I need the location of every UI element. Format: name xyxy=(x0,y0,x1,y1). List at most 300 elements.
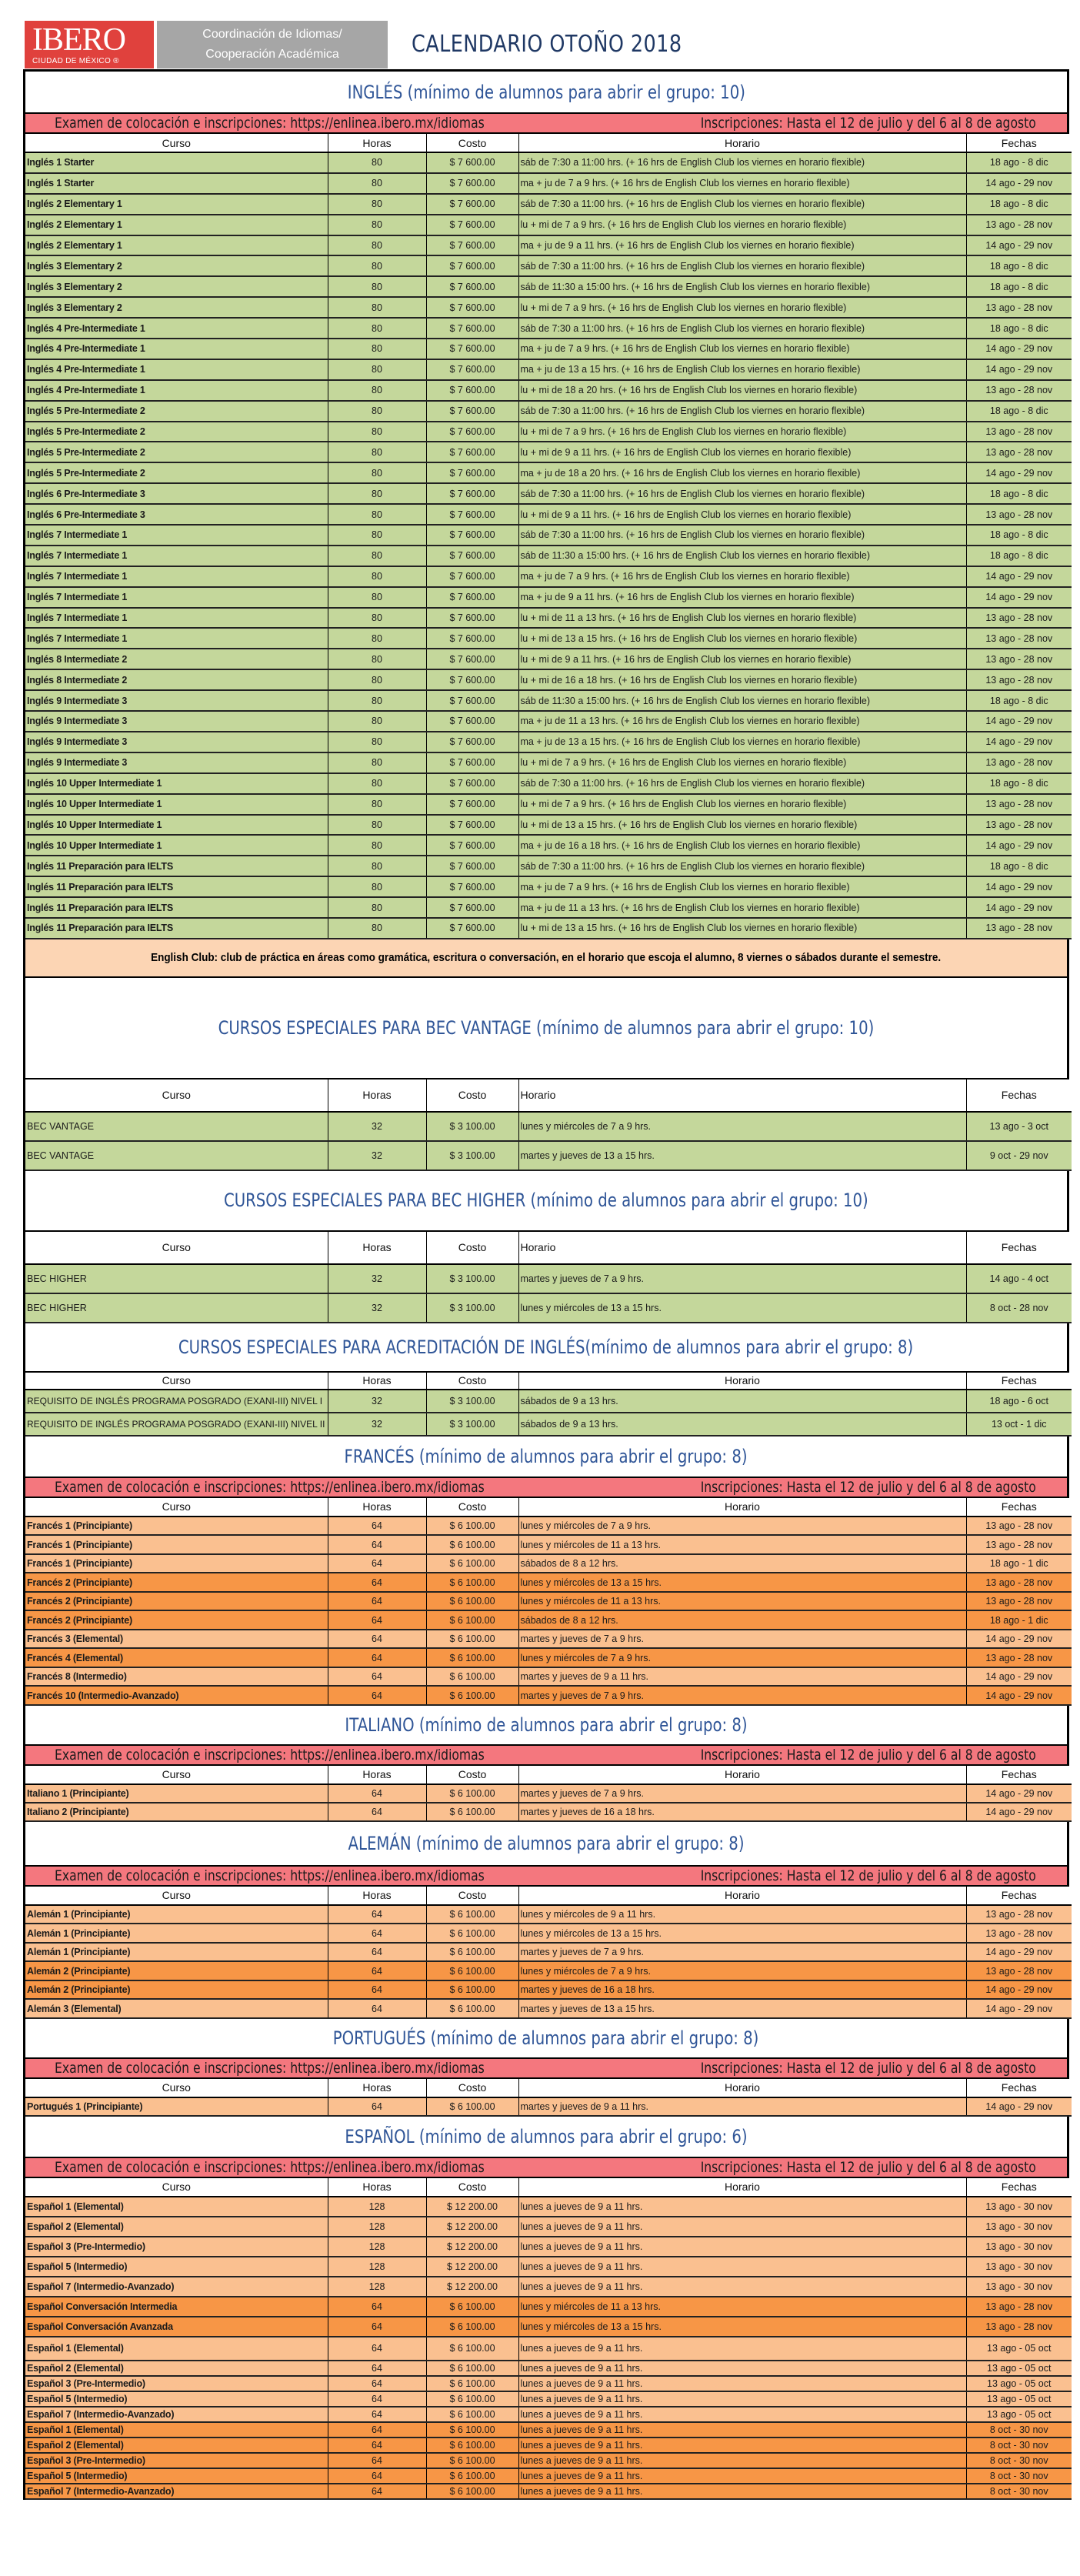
section-title-text: CURSOS ESPECIALES PARA BEC HIGHER (mínimo de alumnos para abrir el grupo: 10) xyxy=(224,1190,868,1212)
fechas-cell: 14 ago - 29 nov xyxy=(966,1686,1072,1705)
costo-cell: $ 6 100.00 xyxy=(426,1630,518,1649)
course-row xyxy=(25,235,1072,256)
fechas-cell: 14 ago - 29 nov xyxy=(966,173,1072,194)
course-row xyxy=(25,1293,1072,1323)
costo-cell: $ 7 600.00 xyxy=(426,442,518,462)
horario-cell: sáb de 7:30 a 11:00 hrs. (+ 16 hrs de English Club los viernes en horario flexible) xyxy=(518,401,966,422)
course-row xyxy=(25,1610,1072,1630)
registration-dates: Inscripciones: Hasta el 12 de julio y del 6 al 8 de agosto xyxy=(700,115,1036,132)
horario-cell: ma + ju de 16 a 18 hrs. (+ 16 hrs de English Club los viernes en horario flexible) xyxy=(518,835,966,856)
horario-cell: lunes a jueves de 9 a 11 hrs. xyxy=(518,2337,966,2361)
fechas-cell: 14 ago - 29 nov xyxy=(966,587,1072,608)
registration-banner xyxy=(25,1867,1067,1887)
horas-cell: 64 xyxy=(328,2484,426,2499)
exam-link-text[interactable]: Examen de colocación e inscripciones: https://enlinea.ibero.mx/idiomas xyxy=(55,2059,485,2077)
registration-dates: Inscripciones: Hasta el 12 de julio y del 6 al 8 de agosto xyxy=(700,1478,1036,1496)
curso-cell: Francés 2 (Principiante) xyxy=(25,1573,328,1592)
horas-cell: 64 xyxy=(328,1535,426,1554)
course-row xyxy=(25,1535,1072,1554)
column-costo-header: Costo xyxy=(426,1766,518,1784)
course-row xyxy=(25,1573,1072,1592)
horas-cell: 64 xyxy=(328,2361,426,2376)
fechas-cell: 13 ago - 28 nov xyxy=(966,504,1072,525)
fechas-cell: 18 ago - 8 dic xyxy=(966,194,1072,215)
course-row xyxy=(25,897,1072,918)
horas-cell: 80 xyxy=(328,504,426,525)
table-header-row xyxy=(25,1887,1072,1905)
course-row xyxy=(25,2317,1072,2337)
costo-cell: $ 7 600.00 xyxy=(426,276,518,297)
page-header xyxy=(25,21,388,68)
horas-cell: 80 xyxy=(328,152,426,173)
costo-cell: $ 6 100.00 xyxy=(426,2407,518,2422)
column-fechas-header: Fechas xyxy=(966,1498,1072,1517)
horas-cell: 64 xyxy=(328,1610,426,1630)
horario-cell: martes y jueves de 16 a 18 hrs. xyxy=(518,1803,966,1821)
horas-cell: 80 xyxy=(328,752,426,773)
course-row xyxy=(25,752,1072,773)
costo-cell: $ 6 100.00 xyxy=(426,1980,518,2000)
curso-cell: Español 1 (Elemental) xyxy=(25,2422,328,2438)
fechas-cell: 14 ago - 29 nov xyxy=(966,732,1072,752)
horas-cell: 64 xyxy=(328,1999,426,2018)
course-row xyxy=(25,587,1072,608)
horas-cell: 32 xyxy=(328,1112,426,1141)
horas-cell: 64 xyxy=(328,2438,426,2453)
horario-cell: ma + ju de 9 a 11 hrs. (+ 16 hrs de English Club los viernes en horario flexible) xyxy=(518,587,966,608)
horas-cell: 64 xyxy=(328,1924,426,1943)
horas-cell: 80 xyxy=(328,173,426,194)
fechas-cell: 18 ago - 8 dic xyxy=(966,856,1072,876)
curso-cell: Español 1 (Elemental) xyxy=(25,2337,328,2361)
column-fechas-header: Fechas xyxy=(966,1373,1072,1390)
horas-cell: 80 xyxy=(328,690,426,711)
costo-cell: $ 7 600.00 xyxy=(426,856,518,876)
curso-cell: Español 3 (Pre-Intermedio) xyxy=(25,2237,328,2257)
curso-cell: Inglés 11 Preparación para IELTS xyxy=(25,897,328,918)
fechas-cell: 14 ago - 29 nov xyxy=(966,235,1072,256)
costo-cell: $ 12 200.00 xyxy=(426,2197,518,2217)
fechas-cell: 18 ago - 8 dic xyxy=(966,483,1072,504)
curso-cell: Inglés 2 Elementary 1 xyxy=(25,235,328,256)
horas-cell: 128 xyxy=(328,2257,426,2277)
costo-cell: $ 7 600.00 xyxy=(426,525,518,546)
column-curso-header: Curso xyxy=(25,1373,328,1390)
fechas-cell: 13 ago - 28 nov xyxy=(966,752,1072,773)
horario-cell: lu + mi de 9 a 11 hrs. (+ 16 hrs de English Club los viernes en horario flexible) xyxy=(518,504,966,525)
curso-cell: Francés 10 (Intermedio-Avanzado) xyxy=(25,1686,328,1705)
horario-cell: martes y jueves de 7 a 9 hrs. xyxy=(518,1264,966,1293)
course-row xyxy=(25,815,1072,836)
course-row xyxy=(25,1630,1072,1649)
course-table xyxy=(25,1373,1072,1436)
course-row xyxy=(25,2407,1072,2422)
costo-cell: $ 6 100.00 xyxy=(426,2097,518,2116)
section-italiano xyxy=(25,1706,1067,1822)
fechas-cell: 18 ago - 8 dic xyxy=(966,773,1072,794)
table-header-row xyxy=(25,1079,1072,1112)
english-club-note xyxy=(25,939,1067,978)
horas-cell: 80 xyxy=(328,422,426,442)
fechas-cell: 14 ago - 29 nov xyxy=(966,1943,1072,1962)
course-row xyxy=(25,1264,1072,1293)
costo-cell: $ 7 600.00 xyxy=(426,628,518,649)
curso-cell: Inglés 7 Intermediate 1 xyxy=(25,587,328,608)
curso-cell: Inglés 8 Intermediate 2 xyxy=(25,669,328,690)
curso-cell: Inglés 9 Intermediate 3 xyxy=(25,732,328,752)
horario-cell: sáb de 7:30 a 11:00 hrs. (+ 16 hrs de English Club los viernes en horario flexible) xyxy=(518,483,966,504)
section-ingles xyxy=(25,72,1067,978)
fechas-cell: 13 ago - 28 nov xyxy=(966,608,1072,629)
course-row xyxy=(25,856,1072,876)
course-table xyxy=(25,1887,1072,2019)
fechas-cell: 13 ago - 28 nov xyxy=(966,1573,1072,1592)
table-header-row xyxy=(25,134,1072,152)
horas-cell: 64 xyxy=(328,1803,426,1821)
fechas-cell: 13 ago - 28 nov xyxy=(966,1905,1072,1924)
horario-cell: martes y jueves de 13 a 15 hrs. xyxy=(518,1999,966,2018)
horario-cell: martes y jueves de 7 a 9 hrs. xyxy=(518,1686,966,1705)
section-title xyxy=(25,72,1067,114)
fechas-cell: 18 ago - 8 dic xyxy=(966,690,1072,711)
column-costo-header: Costo xyxy=(426,2079,518,2097)
fechas-cell: 14 ago - 29 nov xyxy=(966,835,1072,856)
table-header-row xyxy=(25,1766,1072,1784)
fechas-cell: 13 ago - 28 nov xyxy=(966,2317,1072,2337)
horario-cell: lunes a jueves de 9 a 11 hrs. xyxy=(518,2484,966,2499)
horario-cell: sáb de 7:30 a 11:00 hrs. (+ 16 hrs de English Club los viernes en horario flexible) xyxy=(518,773,966,794)
costo-cell: $ 7 600.00 xyxy=(426,711,518,732)
curso-cell: Inglés 4 Pre-Intermediate 1 xyxy=(25,339,328,359)
exam-link-text[interactable]: Examen de colocación e inscripciones: https://enlinea.ibero.mx/idiomas xyxy=(55,2158,485,2176)
registration-dates: Inscripciones: Hasta el 12 de julio y del 6 al 8 de agosto xyxy=(700,1746,1036,1763)
exam-link-text[interactable]: Examen de colocación e inscripciones: https://enlinea.ibero.mx/idiomas xyxy=(55,1478,485,1496)
horario-cell: lu + mi de 18 a 20 hrs. (+ 16 hrs de English Club los viernes en horario flexible) xyxy=(518,380,966,401)
fechas-cell: 13 ago - 28 nov xyxy=(966,1961,1072,1980)
registration-banner xyxy=(25,114,1067,134)
fechas-cell: 13 ago - 28 nov xyxy=(966,628,1072,649)
costo-cell: $ 6 100.00 xyxy=(426,2361,518,2376)
horas-cell: 64 xyxy=(328,2317,426,2337)
costo-cell: $ 6 100.00 xyxy=(426,2391,518,2407)
costo-cell: $ 7 600.00 xyxy=(426,401,518,422)
curso-cell: Francés 1 (Principiante) xyxy=(25,1554,328,1573)
horario-cell: lu + mi de 11 a 13 hrs. (+ 16 hrs de English Club los viernes en horario flexible) xyxy=(518,608,966,629)
logo-subtext: CIUDAD DE MÉXICO ® xyxy=(32,56,119,65)
horario-cell: sáb de 11:30 a 15:00 hrs. (+ 16 hrs de English Club los viernes en horario flexible) xyxy=(518,546,966,566)
horario-cell: ma + ju de 11 a 13 hrs. (+ 16 hrs de English Club los viernes en horario flexible) xyxy=(518,897,966,918)
costo-cell: $ 3 100.00 xyxy=(426,1112,518,1141)
horario-cell: lunes y miércoles de 11 a 13 hrs. xyxy=(518,2297,966,2317)
page-title: CALENDARIO OTOÑO 2018 xyxy=(412,31,682,58)
horario-cell: ma + ju de 7 a 9 hrs. (+ 16 hrs de English Club los viernes en horario flexible) xyxy=(518,339,966,359)
costo-cell: $ 7 600.00 xyxy=(426,815,518,836)
course-row xyxy=(25,1554,1072,1573)
column-curso-header: Curso xyxy=(25,2178,328,2197)
fechas-cell: 18 ago - 8 dic xyxy=(966,546,1072,566)
fechas-cell: 13 ago - 28 nov xyxy=(966,442,1072,462)
fechas-cell: 14 ago - 29 nov xyxy=(966,1999,1072,2018)
costo-cell: $ 7 600.00 xyxy=(426,462,518,483)
curso-cell: Inglés 8 Intermediate 2 xyxy=(25,649,328,669)
horas-cell: 80 xyxy=(328,773,426,794)
section-acreditacion xyxy=(25,1323,1067,1436)
costo-cell: $ 7 600.00 xyxy=(426,215,518,235)
column-horario-header: Horario xyxy=(518,1232,966,1264)
department-line-2: Cooperación Académica xyxy=(205,48,339,61)
costo-cell: $ 6 100.00 xyxy=(426,1517,518,1536)
costo-cell: $ 6 100.00 xyxy=(426,2376,518,2391)
costo-cell: $ 7 600.00 xyxy=(426,918,518,939)
horas-cell: 32 xyxy=(328,1390,426,1413)
horas-cell: 80 xyxy=(328,235,426,256)
exam-link-text[interactable]: Examen de colocación e inscripciones: https://enlinea.ibero.mx/idiomas xyxy=(55,115,485,132)
horario-cell: martes y jueves de 7 a 9 hrs. xyxy=(518,1943,966,1962)
course-row xyxy=(25,918,1072,939)
course-row xyxy=(25,215,1072,235)
costo-cell: $ 6 100.00 xyxy=(426,1686,518,1705)
column-horas-header: Horas xyxy=(328,1887,426,1905)
horas-cell: 64 xyxy=(328,2468,426,2484)
section-title xyxy=(25,2019,1067,2059)
registration-dates: Inscripciones: Hasta el 12 de julio y del 6 al 8 de agosto xyxy=(700,1867,1036,1884)
fechas-cell: 14 ago - 4 oct xyxy=(966,1264,1072,1293)
course-table xyxy=(25,1766,1072,1822)
fechas-cell: 13 ago - 28 nov xyxy=(966,2297,1072,2317)
course-row xyxy=(25,2453,1072,2468)
fechas-cell: 18 ago - 8 dic xyxy=(966,152,1072,173)
fechas-cell: 13 ago - 28 nov xyxy=(966,794,1072,815)
horario-cell: martes y jueves de 7 a 9 hrs. xyxy=(518,1784,966,1803)
course-row xyxy=(25,2337,1072,2361)
column-curso-header: Curso xyxy=(25,1232,328,1264)
costo-cell: $ 6 100.00 xyxy=(426,1554,518,1573)
horas-cell: 80 xyxy=(328,835,426,856)
column-horario-header: Horario xyxy=(518,1887,966,1905)
course-table xyxy=(25,1498,1072,1706)
curso-cell: Inglés 7 Intermediate 1 xyxy=(25,608,328,629)
section-aleman xyxy=(25,1822,1067,2019)
horario-cell: ma + ju de 9 a 11 hrs. (+ 16 hrs de English Club los viernes en horario flexible) xyxy=(518,235,966,256)
costo-cell: $ 6 100.00 xyxy=(426,2453,518,2468)
curso-cell: Italiano 2 (Principiante) xyxy=(25,1803,328,1821)
english-club-note-text: English Club: club de práctica en áreas como gramática, escritura o conversación, en el horario que escoja el alumno, 8 viernes o sábados durante el semestre. xyxy=(151,951,942,965)
horas-cell: 80 xyxy=(328,815,426,836)
column-costo-header: Costo xyxy=(426,1887,518,1905)
curso-cell: Alemán 1 (Principiante) xyxy=(25,1943,328,1962)
course-row xyxy=(25,1943,1072,1962)
horas-cell: 128 xyxy=(328,2277,426,2297)
course-row xyxy=(25,1517,1072,1536)
column-horario-header: Horario xyxy=(518,1766,966,1784)
curso-cell: Inglés 7 Intermediate 1 xyxy=(25,525,328,546)
horario-cell: lunes a jueves de 9 a 11 hrs. xyxy=(518,2407,966,2422)
column-costo-header: Costo xyxy=(426,2178,518,2197)
horas-cell: 64 xyxy=(328,1573,426,1592)
curso-cell: Inglés 4 Pre-Intermediate 1 xyxy=(25,359,328,380)
fechas-cell: 13 ago - 28 nov xyxy=(966,297,1072,318)
horario-cell: lu + mi de 13 a 15 hrs. (+ 16 hrs de English Club los viernes en horario flexible) xyxy=(518,918,966,939)
column-horario-header: Horario xyxy=(518,1498,966,1517)
horas-cell: 80 xyxy=(328,566,426,587)
curso-cell: Español 1 (Elemental) xyxy=(25,2197,328,2217)
curso-cell: Inglés 3 Elementary 2 xyxy=(25,276,328,297)
column-horario-header: Horario xyxy=(518,1079,966,1112)
curso-cell: Español 2 (Elemental) xyxy=(25,2217,328,2237)
horario-cell: martes y jueves de 16 a 18 hrs. xyxy=(518,1980,966,2000)
horas-cell: 64 xyxy=(328,1961,426,1980)
course-row xyxy=(25,1961,1072,1980)
curso-cell: Francés 8 (Intermedio) xyxy=(25,1667,328,1687)
course-row xyxy=(25,1413,1072,1436)
horario-cell: lunes a jueves de 9 a 11 hrs. xyxy=(518,2438,966,2453)
costo-cell: $ 7 600.00 xyxy=(426,897,518,918)
section-title-text: CURSOS ESPECIALES PARA ACREDITACIÓN DE INGLÉS(mínimo de alumnos para abrir el grupo: 8) xyxy=(178,1336,914,1358)
costo-cell: $ 7 600.00 xyxy=(426,339,518,359)
curso-cell: Inglés 2 Elementary 1 xyxy=(25,215,328,235)
course-table xyxy=(25,1079,1072,1171)
course-row xyxy=(25,339,1072,359)
curso-cell: Inglés 10 Upper Intermediate 1 xyxy=(25,794,328,815)
department-line-1: Coordinación de Idiomas/ xyxy=(202,28,342,41)
course-row xyxy=(25,2237,1072,2257)
course-row xyxy=(25,2376,1072,2391)
course-row xyxy=(25,1803,1072,1821)
course-row xyxy=(25,628,1072,649)
course-row xyxy=(25,2361,1072,2376)
horario-cell: lu + mi de 13 a 15 hrs. (+ 16 hrs de English Club los viernes en horario flexible) xyxy=(518,815,966,836)
costo-cell: $ 7 600.00 xyxy=(426,483,518,504)
column-curso-header: Curso xyxy=(25,1498,328,1517)
costo-cell: $ 6 100.00 xyxy=(426,2422,518,2438)
fechas-cell: 13 ago - 28 nov xyxy=(966,1535,1072,1554)
horario-cell: lu + mi de 16 a 18 hrs. (+ 16 hrs de English Club los viernes en horario flexible) xyxy=(518,669,966,690)
costo-cell: $ 7 600.00 xyxy=(426,380,518,401)
horas-cell: 80 xyxy=(328,918,426,939)
course-row xyxy=(25,504,1072,525)
curso-cell: Español Conversación Intermedia xyxy=(25,2297,328,2317)
horario-cell: lu + mi de 7 a 9 hrs. (+ 16 hrs de English Club los viernes en horario flexible) xyxy=(518,794,966,815)
horario-cell: martes y jueves de 9 a 11 hrs. xyxy=(518,1667,966,1687)
curso-cell: Inglés 11 Preparación para IELTS xyxy=(25,918,328,939)
horas-cell: 32 xyxy=(328,1264,426,1293)
costo-cell: $ 6 100.00 xyxy=(426,2484,518,2499)
curso-cell: Inglés 9 Intermediate 3 xyxy=(25,690,328,711)
curso-cell: Inglés 7 Intermediate 1 xyxy=(25,628,328,649)
course-row xyxy=(25,2197,1072,2217)
course-table xyxy=(25,2178,1072,2500)
horario-cell: lunes a jueves de 9 a 11 hrs. xyxy=(518,2376,966,2391)
horario-cell: martes y jueves de 13 a 15 hrs. xyxy=(518,1141,966,1170)
column-fechas-header: Fechas xyxy=(966,2178,1072,2197)
costo-cell: $ 6 100.00 xyxy=(426,1784,518,1803)
section-bec-vantage xyxy=(25,978,1067,1171)
fechas-cell: 13 ago - 30 nov xyxy=(966,2237,1072,2257)
costo-cell: $ 6 100.00 xyxy=(426,1667,518,1687)
fechas-cell: 13 ago - 3 oct xyxy=(966,1112,1072,1141)
course-row xyxy=(25,1980,1072,2000)
column-horario-header: Horario xyxy=(518,134,966,152)
horario-cell: sáb de 7:30 a 11:00 hrs. (+ 16 hrs de English Club los viernes en horario flexible) xyxy=(518,318,966,339)
section-frances xyxy=(25,1436,1067,1706)
horas-cell: 64 xyxy=(328,1943,426,1962)
fechas-cell: 13 ago - 05 oct xyxy=(966,2337,1072,2361)
ibero-logo xyxy=(25,21,154,68)
curso-cell: Inglés 1 Starter xyxy=(25,173,328,194)
fechas-cell: 14 ago - 29 nov xyxy=(966,462,1072,483)
curso-cell: Inglés 10 Upper Intermediate 1 xyxy=(25,815,328,836)
horas-cell: 64 xyxy=(328,2337,426,2361)
horas-cell: 80 xyxy=(328,194,426,215)
horario-cell: lu + mi de 13 a 15 hrs. (+ 16 hrs de English Club los viernes en horario flexible) xyxy=(518,628,966,649)
course-row xyxy=(25,876,1072,897)
column-costo-header: Costo xyxy=(426,134,518,152)
horas-cell: 64 xyxy=(328,1667,426,1687)
section-title-text: FRANCÉS (mínimo de alumnos para abrir el grupo: 8) xyxy=(344,1445,748,1467)
fechas-cell: 13 ago - 05 oct xyxy=(966,2407,1072,2422)
fechas-cell: 13 ago - 28 nov xyxy=(966,422,1072,442)
section-title xyxy=(25,1436,1067,1478)
exam-link-text[interactable]: Examen de colocación e inscripciones: https://enlinea.ibero.mx/idiomas xyxy=(55,1867,485,1884)
column-costo-header: Costo xyxy=(426,1498,518,1517)
horas-cell: 80 xyxy=(328,359,426,380)
horario-cell: lunes y miércoles de 13 a 15 hrs. xyxy=(518,1573,966,1592)
horario-cell: lu + mi de 7 a 9 hrs. (+ 16 hrs de English Club los viernes en horario flexible) xyxy=(518,215,966,235)
course-row xyxy=(25,422,1072,442)
course-row xyxy=(25,442,1072,462)
logo-text: IBERO xyxy=(32,22,125,58)
horario-cell: martes y jueves de 9 a 11 hrs. xyxy=(518,2097,966,2116)
costo-cell: $ 6 100.00 xyxy=(426,2468,518,2484)
curso-cell: Inglés 10 Upper Intermediate 1 xyxy=(25,773,328,794)
horas-cell: 80 xyxy=(328,462,426,483)
column-fechas-header: Fechas xyxy=(966,1766,1072,1784)
column-fechas-header: Fechas xyxy=(966,1887,1072,1905)
horario-cell: lunes y miércoles de 7 a 9 hrs. xyxy=(518,1648,966,1667)
horario-cell: lunes a jueves de 9 a 11 hrs. xyxy=(518,2453,966,2468)
registration-dates: Inscripciones: Hasta el 12 de julio y del 6 al 8 de agosto xyxy=(700,2158,1036,2176)
fechas-cell: 13 ago - 28 nov xyxy=(966,1924,1072,1943)
horario-cell: martes y jueves de 7 a 9 hrs. xyxy=(518,1630,966,1649)
course-row xyxy=(25,318,1072,339)
table-header-row xyxy=(25,1373,1072,1390)
fechas-cell: 13 ago - 28 nov xyxy=(966,1517,1072,1536)
course-row xyxy=(25,255,1072,276)
costo-cell: $ 6 100.00 xyxy=(426,1961,518,1980)
horas-cell: 64 xyxy=(328,2422,426,2438)
section-title-text: INGLÉS (mínimo de alumnos para abrir el grupo: 10) xyxy=(347,81,745,103)
course-row xyxy=(25,401,1072,422)
fechas-cell: 18 ago - 6 oct xyxy=(966,1390,1072,1413)
curso-cell: Inglés 4 Pre-Intermediate 1 xyxy=(25,380,328,401)
costo-cell: $ 12 200.00 xyxy=(426,2257,518,2277)
course-row xyxy=(25,773,1072,794)
costo-cell: $ 7 600.00 xyxy=(426,876,518,897)
fechas-cell: 13 ago - 28 nov xyxy=(966,649,1072,669)
horas-cell: 80 xyxy=(328,649,426,669)
horario-cell: lunes a jueves de 9 a 11 hrs. xyxy=(518,2361,966,2376)
costo-cell: $ 6 100.00 xyxy=(426,2297,518,2317)
exam-link-text[interactable]: Examen de colocación e inscripciones: https://enlinea.ibero.mx/idiomas xyxy=(55,1746,485,1763)
costo-cell: $ 12 200.00 xyxy=(426,2237,518,2257)
course-table xyxy=(25,134,1072,939)
course-row xyxy=(25,608,1072,629)
section-title xyxy=(25,1706,1067,1746)
costo-cell: $ 7 600.00 xyxy=(426,359,518,380)
costo-cell: $ 7 600.00 xyxy=(426,297,518,318)
costo-cell: $ 6 100.00 xyxy=(426,2337,518,2361)
costo-cell: $ 7 600.00 xyxy=(426,255,518,276)
